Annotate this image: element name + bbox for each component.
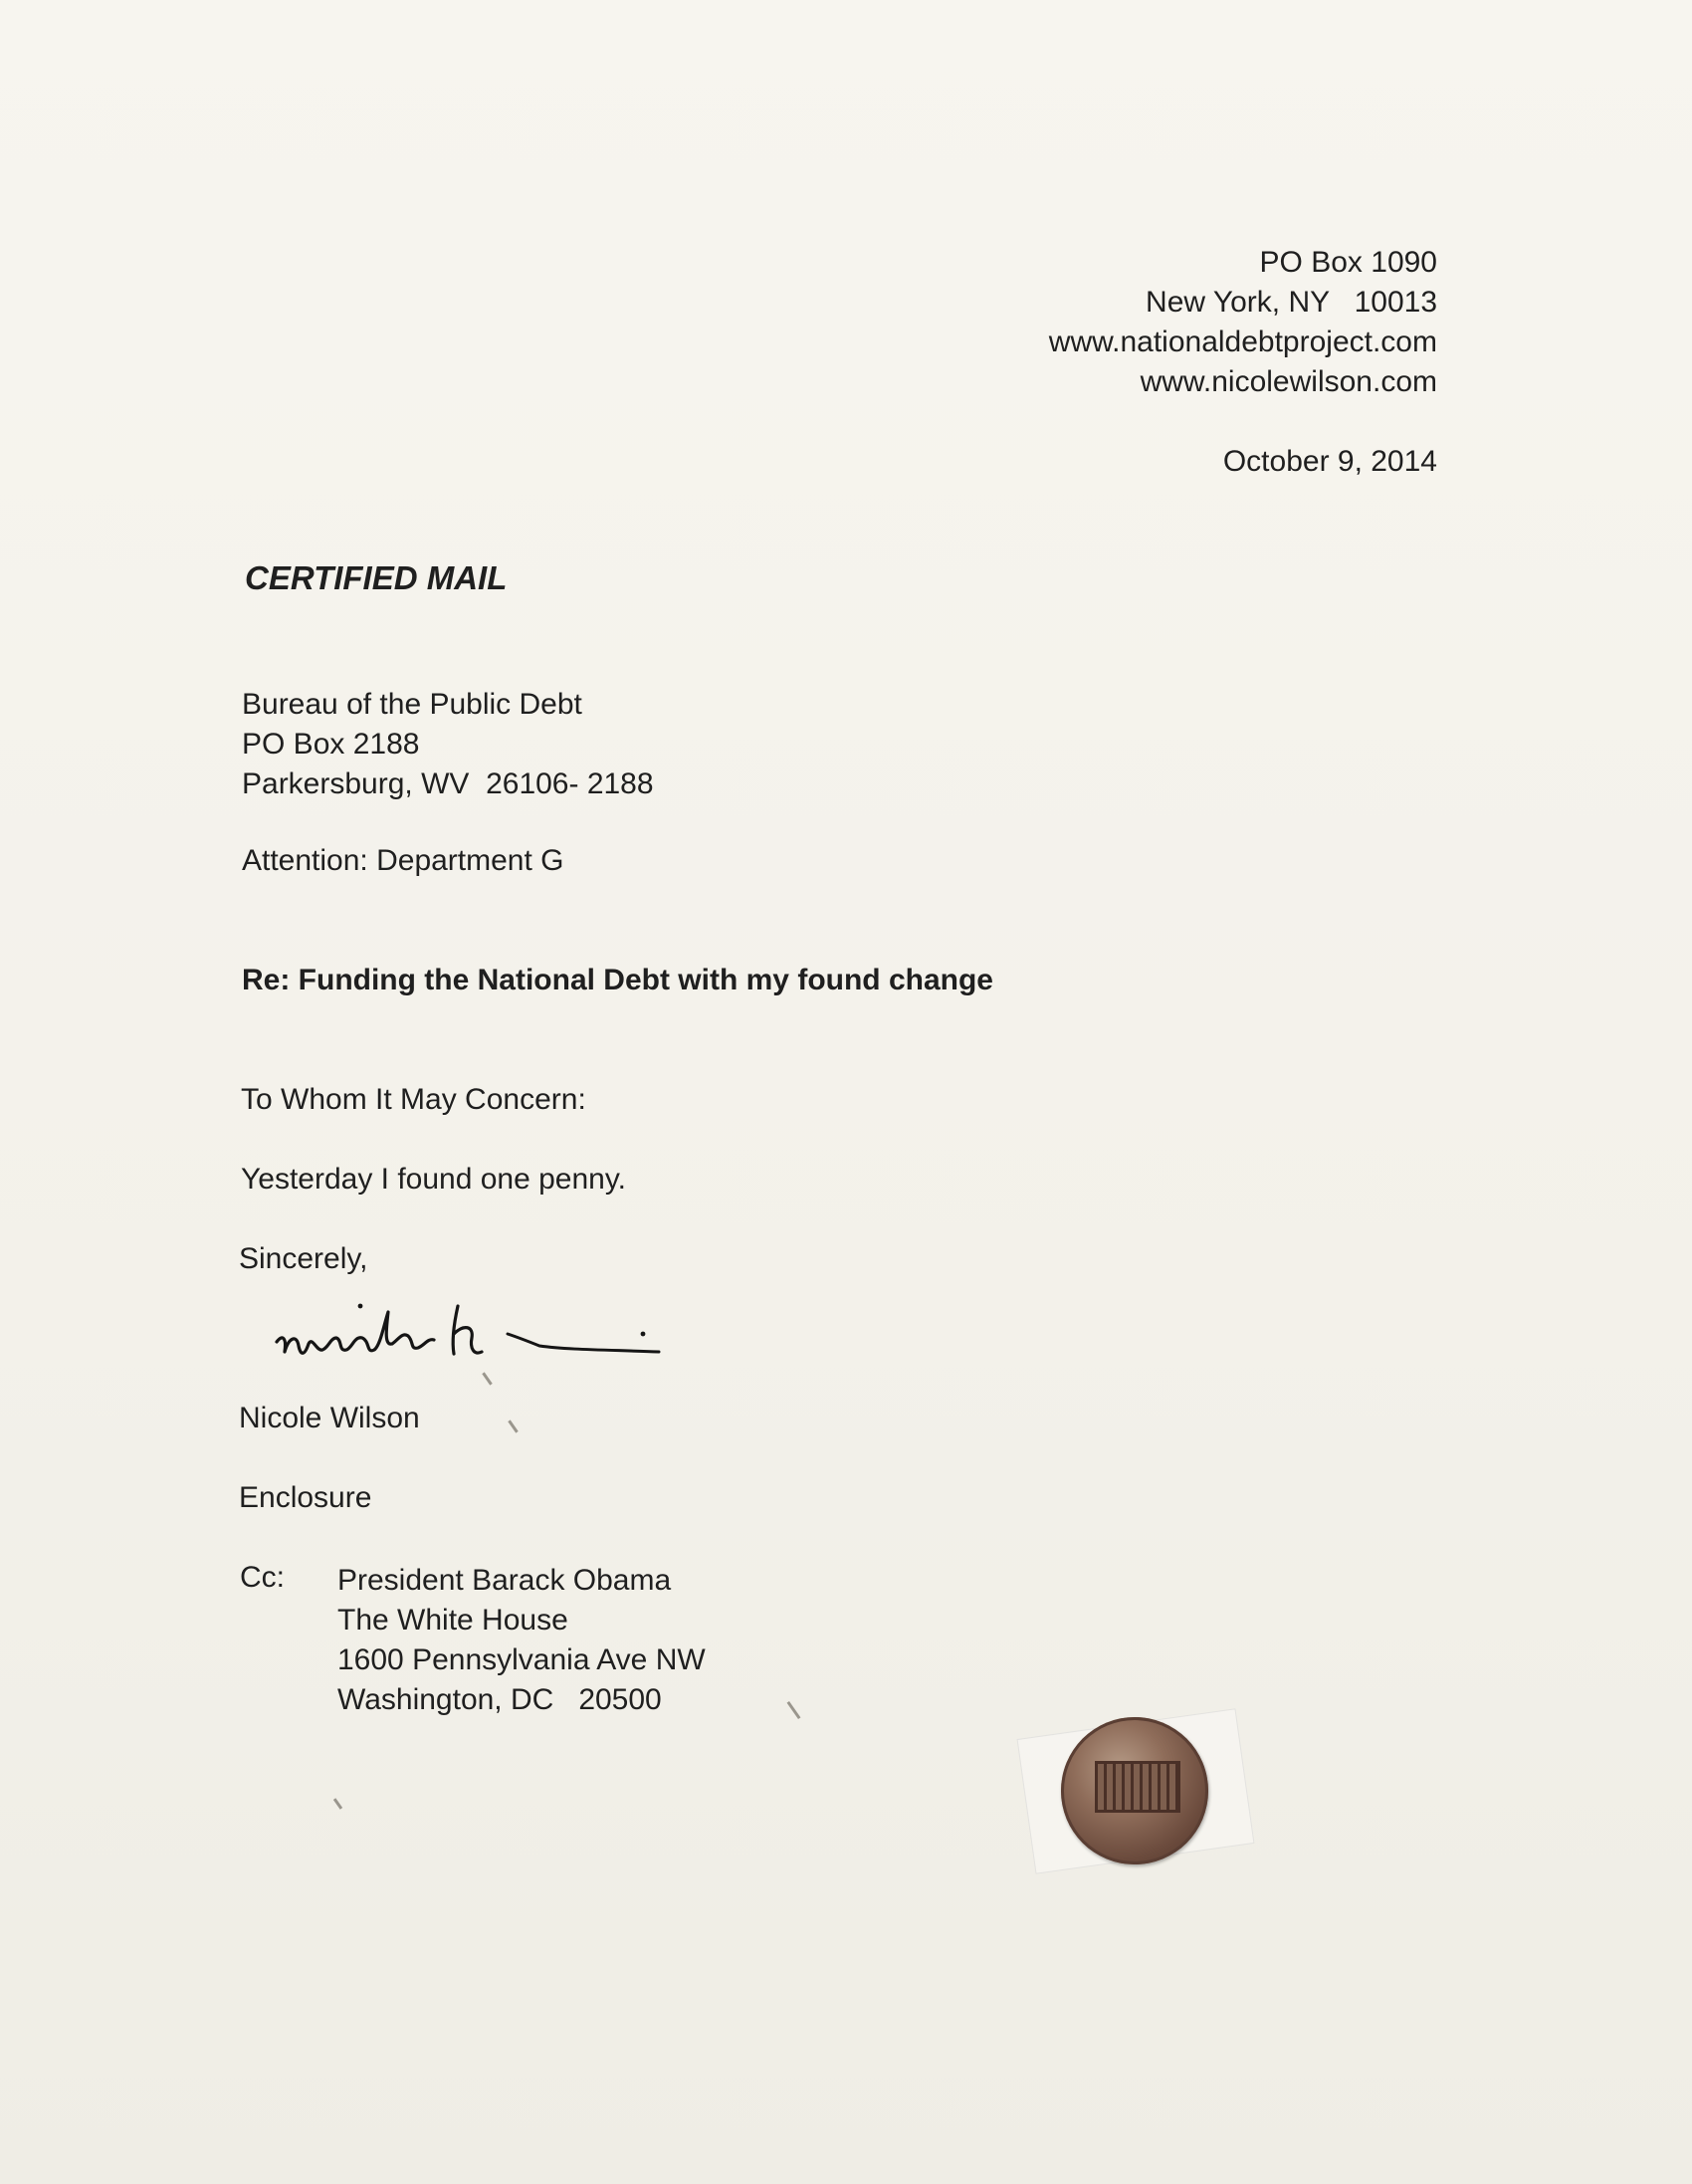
signer-name: Nicole Wilson [239, 1402, 420, 1434]
subject-line: Re: Funding the National Debt with my found change [242, 964, 993, 996]
sender-line: PO Box 1090 [1259, 246, 1437, 279]
handwritten-signature [269, 1294, 677, 1404]
letter-date: October 9, 2014 [1222, 445, 1437, 478]
scan-speck [787, 1701, 801, 1719]
sender-line: www.nicolewilson.com [1140, 365, 1437, 398]
letter-body: Yesterday I found one penny. [241, 1163, 626, 1196]
recipient-line: Bureau of the Public Debt [242, 688, 582, 721]
certified-mail-heading: CERTIFIED MAIL [245, 559, 508, 596]
cc-line: The White House [337, 1604, 568, 1637]
enclosure-note: Enclosure [239, 1481, 372, 1514]
memorial-building-icon [1095, 1761, 1180, 1813]
salutation: To Whom It May Concern: [241, 1083, 586, 1116]
cc-address [337, 1561, 706, 1720]
sender-line: www.nationaldebtproject.com [1048, 326, 1437, 358]
sender-line: New York, NY 10013 [1146, 286, 1437, 319]
recipient-line: PO Box 2188 [242, 728, 420, 761]
cc-label: Cc: [240, 1561, 285, 1594]
recipient-line: Parkersburg, WV 26106- 2188 [242, 767, 654, 800]
cc-line: President Barack Obama [337, 1564, 672, 1597]
sender-address [1049, 243, 1437, 402]
scan-speck [508, 1420, 518, 1432]
closing: Sincerely, [239, 1242, 368, 1275]
scan-speck [333, 1798, 342, 1810]
recipient-address [242, 685, 654, 804]
attention-line: Attention: Department G [242, 844, 564, 877]
penny-coin-icon [1061, 1717, 1208, 1864]
taped-penny [1025, 1717, 1254, 1881]
cc-line: Washington, DC 20500 [337, 1683, 662, 1716]
cc-line: 1600 Pennsylvania Ave NW [337, 1643, 706, 1676]
